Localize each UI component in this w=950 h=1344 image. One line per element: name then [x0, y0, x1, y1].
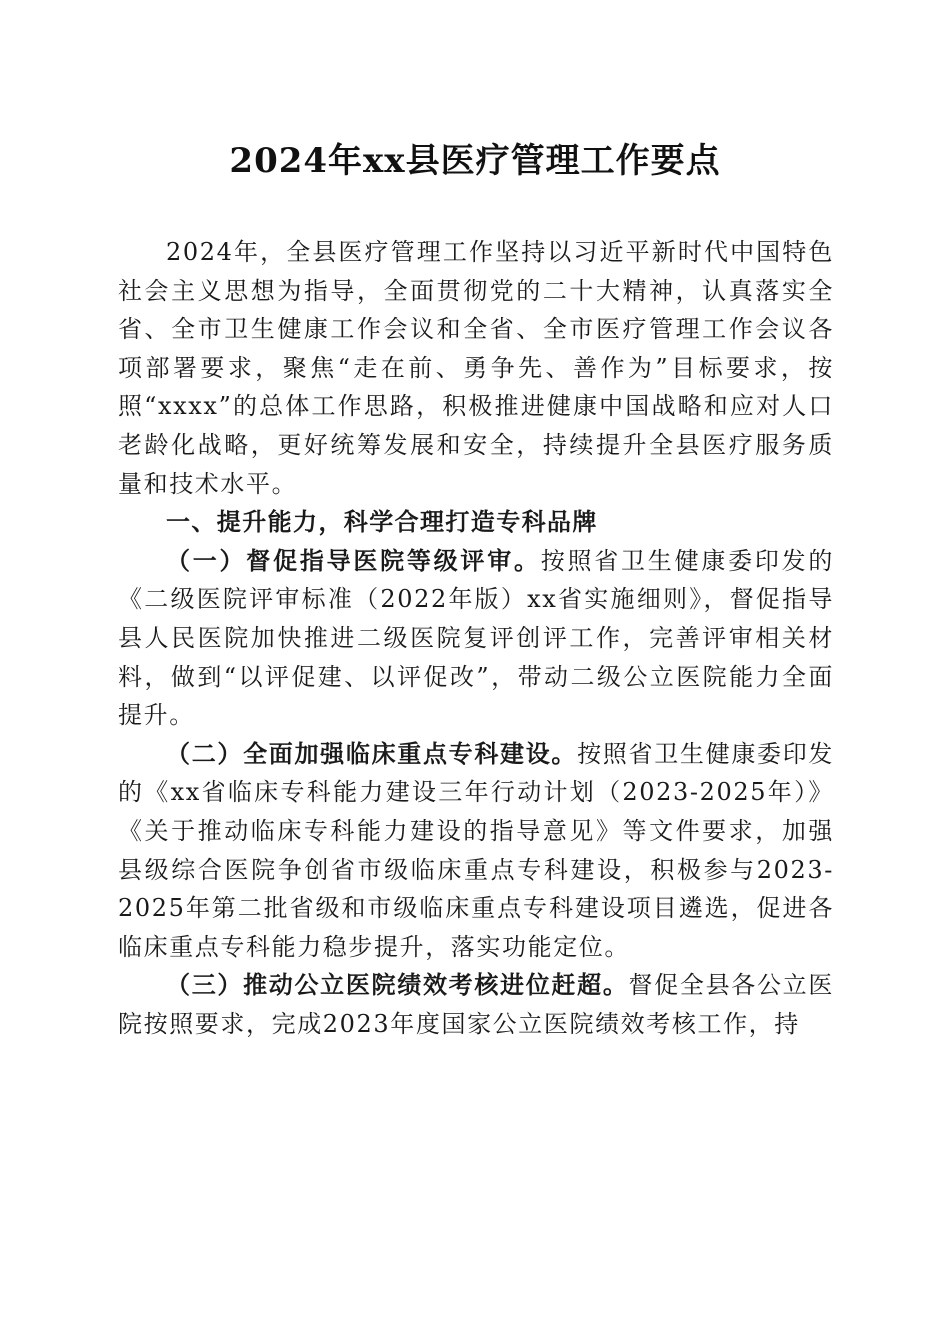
- intro-paragraph: 2024年，全县医疗管理工作坚持以习近平新时代中国特色社会主义思想为指导，全面贯彻党的二十大精神，认真落实全省、全市卫生健康工作会议和全省、全市医疗管理工作会议各项部署要求，聚焦“走在前、勇争先、善作为”目标要求，按照“xxxx”的总体工作思路，积极推进健康中国战略和应对人口老龄化战略，更好统筹发展和安全，持续提升全县医疗服务质量和技术水平。: [118, 238, 834, 498]
- item-paragraph-3: [118, 966, 834, 1043]
- item-text-2: 按照省卫生健康委印发的《xx省临床专科能力建设三年行动计划（2023-2025年）》《关于推动临床专科能力建设的指导意见》等文件要求，加强县级综合医院争创省市级临床重点专科建设，积极参与2023-2025年第二批省级和市级临床重点专科建设项目遴选，促进各临床重点专科能力稳步提升，落实功能定位。: [118, 739, 835, 961]
- item-lead-3: （三）推动公立医院绩效考核进位赶超。: [166, 971, 629, 1000]
- document-title: 2024年xx县医疗管理工作要点: [229, 141, 721, 181]
- item-lead-1: （一）督促指导医院等级评审。: [166, 546, 541, 575]
- item-text-1: 按照省卫生健康委印发的《二级医院评审标准（2022年版）xx省实施细则》，督促指导县人民医院加快推进二级医院复评创评工作，完善评审相关材料，做到“以评促建、以评促改”，带动二级公立医院能力全面提升。: [118, 546, 834, 730]
- item-paragraph-2: [118, 735, 834, 967]
- document-body: [118, 233, 834, 1043]
- item-text-3: 督促全县各公立医院按照要求，完成2023年度国家公立医院绩效考核工作，持: [118, 971, 834, 1038]
- section-heading: 一、提升能力，科学合理打造专科品牌: [166, 508, 598, 537]
- item-paragraph-1: [118, 542, 834, 735]
- item-lead-2: （二）全面加强临床重点专科建设。: [166, 739, 578, 768]
